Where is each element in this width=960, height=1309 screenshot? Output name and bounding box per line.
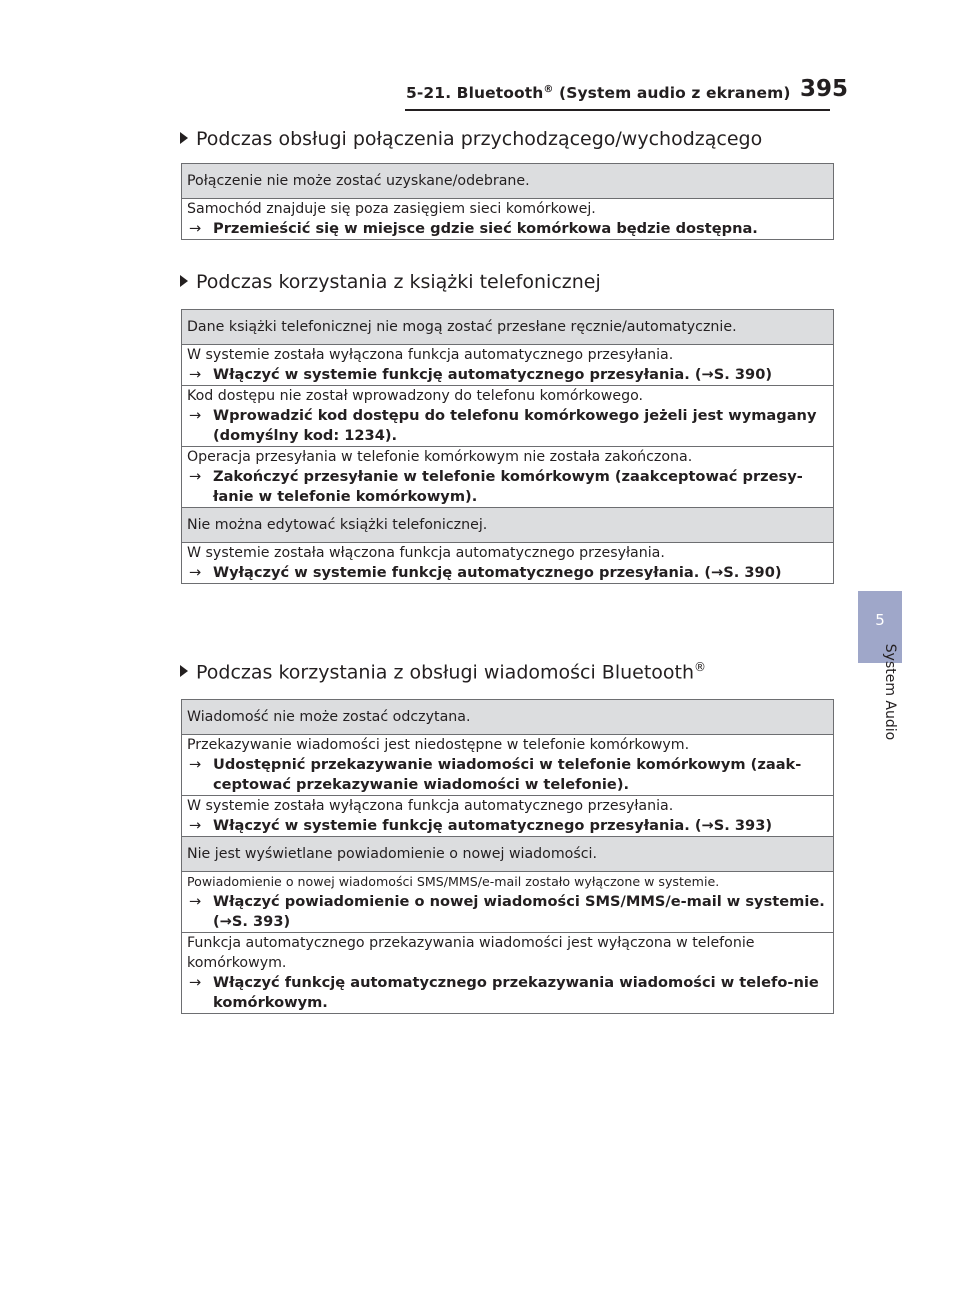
cause-cell <box>182 735 834 796</box>
table-row <box>182 345 834 386</box>
arrow-icon: → <box>189 407 202 424</box>
section-marker-icon <box>180 665 188 677</box>
cause-cell <box>182 199 834 240</box>
cause-cell <box>182 386 834 447</box>
arrow-icon: → <box>189 468 202 485</box>
cause-text: W systemie została włączona funkcja automatycznego przesyłania. <box>187 545 665 561</box>
problem-cell: Dane książki telefonicznej nie mogą zostać przesłane ręcznie/automatycznie. <box>182 310 834 345</box>
cause-cell <box>182 796 834 837</box>
table-row <box>182 386 834 447</box>
table-row <box>182 735 834 796</box>
chapter-title: 5-21. Bluetooth® (System audio z ekranem) <box>406 84 791 103</box>
section-title-phonebook: Podczas korzystania z książki telefonicznej <box>180 271 601 293</box>
section-marker-icon <box>180 275 188 287</box>
remedy-text: → Zakończyć przesyłanie w telefonie komórkowym (zaakceptować przesy-łanie w telefonie komórkowym). <box>189 468 803 505</box>
cause-text: Samochód znajduje się poza zasięgiem sieci komórkowej. <box>187 201 596 217</box>
cause-text: Funkcja automatycznego przekazywania wiadomości jest wyłączona w telefonie komórkowym. <box>187 935 755 971</box>
problem-cell: Nie można edytować książki telefonicznej. <box>182 508 834 543</box>
chapter-tab-number: 5 <box>875 611 885 629</box>
remedy-text: → Włączyć powiadomienie o nowej wiadomości SMS/MMS/e-mail w systemie. (→S. 393) <box>189 893 825 930</box>
remedy-text: → Włączyć funkcję automatycznego przekazywania wiadomości w telefo-nie komórkowym. <box>189 974 819 1011</box>
chapter-side-label: System Audio <box>882 643 898 741</box>
table-row <box>182 700 834 735</box>
page-header <box>0 0 960 120</box>
cause-cell <box>182 447 834 508</box>
remedy-text: → Przemieścić się w miejsce gdzie sieć komórkowa będzie dostępna. <box>189 220 758 237</box>
cause-text: Kod dostępu nie został wprowadzony do telefonu komórkowego. <box>187 388 644 404</box>
cause-cell <box>182 543 834 584</box>
cause-text: Przekazywanie wiadomości jest niedostępne w telefonie komórkowym. <box>187 737 690 753</box>
problem-cell: Nie jest wyświetlane powiadomienie o nowej wiadomości. <box>182 837 834 872</box>
table-row <box>182 933 834 1014</box>
table-row <box>182 837 834 872</box>
table-row <box>182 199 834 240</box>
arrow-icon: → <box>189 564 202 581</box>
page-number: 395 <box>800 76 849 102</box>
table-row <box>182 508 834 543</box>
arrow-icon: → <box>189 893 202 910</box>
troubleshooting-table-phonebook <box>181 309 834 584</box>
problem-cell: Wiadomość nie może zostać odczytana. <box>182 700 834 735</box>
arrow-icon: → <box>189 366 202 383</box>
section-title-calls: Podczas obsługi połączenia przychodzącego/wychodzącego <box>180 128 762 150</box>
section-marker-icon <box>180 132 188 144</box>
remedy-text: → Wyłączyć w systemie funkcję automatycznego przesyłania. (→S. 390) <box>189 564 782 581</box>
troubleshooting-table-calls <box>181 163 834 240</box>
table-row <box>182 447 834 508</box>
cause-cell <box>182 345 834 386</box>
section-title-messages: Podczas korzystania z obsługi wiadomości Bluetooth® <box>180 660 706 683</box>
cause-text: Operacja przesyłania w telefonie komórkowym nie została zakończona. <box>187 449 693 465</box>
table-row <box>182 164 834 199</box>
cause-cell <box>182 872 834 933</box>
arrow-icon: → <box>189 817 202 834</box>
table-row <box>182 543 834 584</box>
remedy-text: → Udostępnić przekazywanie wiadomości w telefonie komórkowym (zaak-ceptować przekazywanie wiadomości w telefonie). <box>189 756 802 793</box>
cause-text: W systemie została wyłączona funkcja automatycznego przesyłania. <box>187 798 674 814</box>
problem-cell: Połączenie nie może zostać uzyskane/odebrane. <box>182 164 834 199</box>
table-row <box>182 872 834 933</box>
table-row <box>182 310 834 345</box>
cause-cell <box>182 933 834 1014</box>
table-row <box>182 796 834 837</box>
header-rule <box>405 109 830 111</box>
cause-text: Powiadomienie o nowej wiadomości SMS/MMS/e-mail zostało wyłączone w systemie. <box>187 874 720 889</box>
arrow-icon: → <box>189 974 202 991</box>
remedy-text: → Włączyć w systemie funkcję automatycznego przesyłania. (→S. 390) <box>189 366 773 383</box>
arrow-icon: → <box>189 220 202 237</box>
cause-text: W systemie została wyłączona funkcja automatycznego przesyłania. <box>187 347 674 363</box>
troubleshooting-table-messages <box>181 699 834 1014</box>
remedy-text: → Wprowadzić kod dostępu do telefonu komórkowego jeżeli jest wymagany (domyślny kod: 1234). <box>189 407 817 444</box>
remedy-text: → Włączyć w systemie funkcję automatycznego przesyłania. (→S. 393) <box>189 817 773 834</box>
arrow-icon: → <box>189 756 202 773</box>
